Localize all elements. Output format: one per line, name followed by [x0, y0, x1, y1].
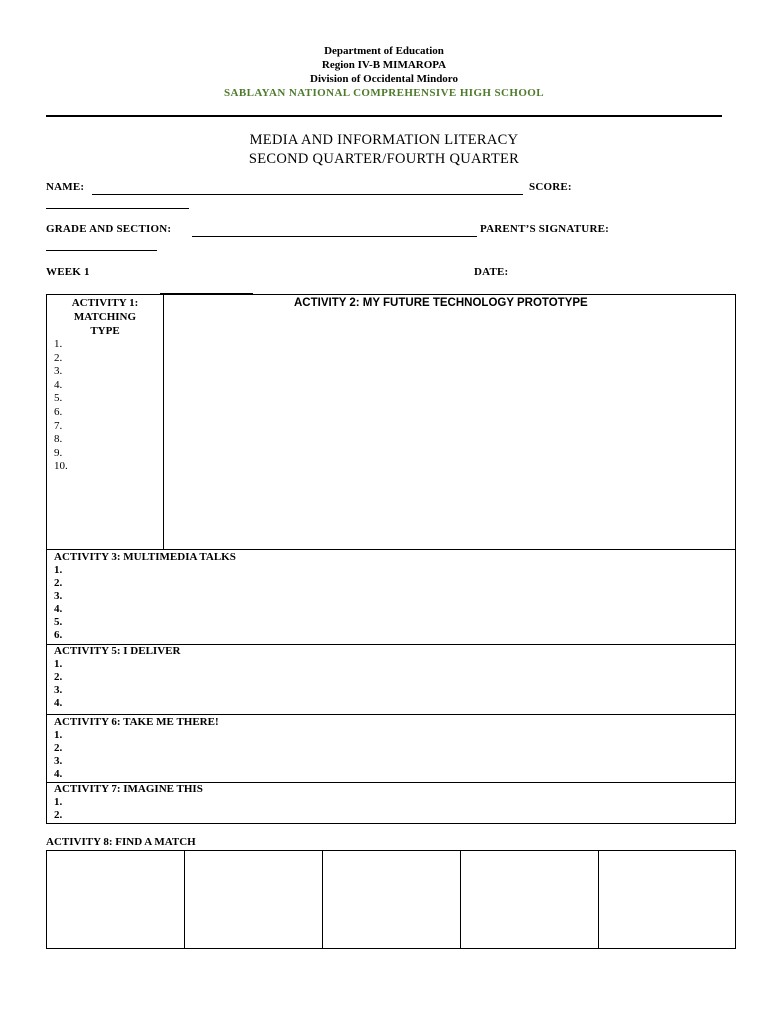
- list-item: 9.: [54, 446, 63, 459]
- region-name: Region IV-B MIMAROPA: [321, 59, 447, 71]
- list-item: 5.: [54, 392, 63, 405]
- list-item: 3.: [54, 590, 63, 602]
- school-name: SABLAYAN NATIONAL COMPREHENSIVE HIGH SCHOOL: [224, 87, 544, 99]
- list-item: 4.: [54, 378, 63, 391]
- list-item: 1.: [54, 796, 63, 808]
- list-item: 5.: [54, 616, 63, 628]
- activity-1-title-line2: MATCHING: [73, 311, 137, 323]
- grade-section-field[interactable]: [192, 236, 477, 237]
- list-item: 1.: [54, 564, 63, 576]
- name-label: NAME:: [46, 181, 85, 193]
- activity-1-list: [54, 338, 68, 474]
- quarter-title: SECOND QUARTER/FOURTH QUARTER: [248, 151, 520, 167]
- list-item: 4.: [54, 603, 63, 615]
- activity-1-panel: [47, 295, 164, 549]
- activity-7-list: [54, 796, 62, 822]
- activity-6-title: ACTIVITY 6: TAKE ME THERE!: [54, 716, 219, 728]
- activity-8-table: [46, 850, 736, 949]
- list-item: 6.: [54, 405, 63, 418]
- match-cell-5[interactable]: [599, 851, 735, 948]
- week-label: WEEK 1: [46, 266, 90, 278]
- grade-section-label: GRADE AND SECTION:: [46, 223, 172, 235]
- list-item: 2.: [54, 809, 63, 821]
- activity-8-title: ACTIVITY 8: FIND A MATCH: [46, 836, 196, 848]
- list-item: 10.: [54, 460, 68, 473]
- activity-7-title: ACTIVITY 7: IMAGINE THIS: [54, 783, 203, 795]
- activity-7-box: [46, 782, 736, 824]
- activity-3-list: [54, 564, 62, 642]
- header-divider: [46, 115, 722, 117]
- activity-2-answer-area[interactable]: [165, 313, 735, 547]
- match-cell-4[interactable]: [461, 851, 599, 948]
- match-cell-1[interactable]: [47, 851, 185, 948]
- activity-1-title-line3: TYPE: [90, 325, 120, 337]
- activity-6-list: [54, 729, 62, 781]
- activity-1-2-box: [46, 294, 736, 550]
- department-name: Department of Education: [324, 45, 444, 57]
- subject-title: MEDIA AND INFORMATION LITERACY: [249, 132, 519, 148]
- activity-5-box: [46, 644, 736, 715]
- score-label: SCORE:: [529, 181, 572, 193]
- activity-3-box: [46, 549, 736, 645]
- activity-5-title: ACTIVITY 5: I DELIVER: [54, 645, 181, 657]
- activity-1-title-line1: ACTIVITY 1:: [71, 297, 139, 309]
- activity-1-title: [47, 296, 163, 338]
- list-item: 8.: [54, 433, 63, 446]
- list-item: 1.: [54, 658, 63, 670]
- name-field[interactable]: [92, 194, 523, 195]
- score-field[interactable]: [46, 208, 189, 209]
- activity-3-title: ACTIVITY 3: MULTIMEDIA TALKS: [54, 551, 236, 563]
- division-name: Division of Occidental Mindoro: [310, 73, 458, 85]
- list-item: 3.: [54, 755, 63, 767]
- list-item: 2.: [54, 577, 63, 589]
- activity-6-box: [46, 714, 736, 783]
- list-item: 4.: [54, 768, 63, 780]
- list-item: 3.: [54, 365, 63, 378]
- list-item: 6.: [54, 629, 63, 641]
- list-item: 1.: [54, 729, 63, 741]
- list-item: 1.: [54, 338, 63, 350]
- list-item: 2.: [54, 742, 63, 754]
- activity-5-list: [54, 658, 62, 710]
- list-item: 7.: [54, 419, 63, 432]
- parent-signature-field[interactable]: [46, 250, 157, 251]
- match-cell-3[interactable]: [323, 851, 461, 948]
- parent-signature-label: PARENT’S SIGNATURE:: [480, 223, 609, 235]
- activity-2-title: ACTIVITY 2: MY FUTURE TECHNOLOGY PROTOTYPE: [294, 297, 588, 309]
- list-item: 2.: [54, 351, 63, 364]
- list-item: 3.: [54, 684, 63, 696]
- match-cell-2[interactable]: [185, 851, 323, 948]
- list-item: 2.: [54, 671, 63, 683]
- list-item: 4.: [54, 697, 63, 709]
- date-label: DATE:: [474, 266, 509, 278]
